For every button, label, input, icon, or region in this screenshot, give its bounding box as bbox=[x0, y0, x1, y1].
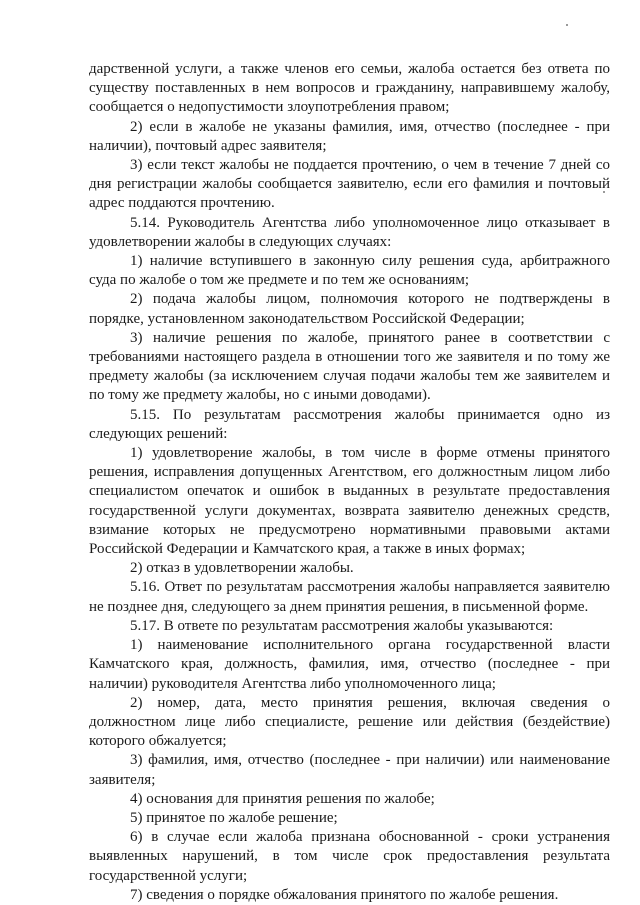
paragraph-item-6: 6) в случае если жалоба признана обоснованной - сроки устранения выявленных нарушений, в том числе срок предоставления результата государственной услуги; bbox=[89, 829, 610, 884]
document-body bbox=[89, 60, 610, 905]
paragraph-item-4: 4) основания для принятия решения по жалобе; bbox=[130, 790, 435, 807]
scan-speck bbox=[566, 24, 568, 26]
paragraph-item-2: 2) номер, дата, место принятия решения, включая сведения о должностном лице либо специалисте, решение или действия (бездействие) которого обжалуется; bbox=[89, 694, 610, 750]
paragraph-section-5-16: 5.16. Ответ по результатам рассмотрения жалобы направляется заявителю не позднее дня, следующего за днем принятия решения, в письменной форме. bbox=[89, 579, 610, 615]
paragraph-item-3: 3) наличие решения по жалобе, принятого ранее в соответствии с требованиями настоящего раздела в отношении того же заявителя и по тому же предмету жалобы (за исключением случая подачи жалобы тем же заявителем и по тому же предмету жалобы, но с иными доводами). bbox=[89, 329, 610, 404]
paragraph-item-2: 2) если в жалобе не указаны фамилия, имя, отчество (последнее - при наличии), почтовый адрес заявителя; bbox=[89, 118, 610, 154]
paragraph-section-5-15: 5.15. По результатам рассмотрения жалобы принимается одно из следующих решений: bbox=[89, 406, 610, 442]
paragraph-item-3: 3) фамилия, имя, отчество (последнее - при наличии) или наименование заявителя; bbox=[89, 752, 610, 788]
paragraph-item-3: 3) если текст жалобы не поддается прочтению, о чем в течение 7 дней со дня регистрации жалобы сообщается заявителю, если его фамилия и почтовый адрес поддаются прочтению. bbox=[89, 157, 610, 212]
paragraph-section-5-17: 5.17. В ответе по результатам рассмотрения жалобы указываются: bbox=[130, 617, 554, 634]
paragraph-item-1: 1) наименование исполнительного органа государственной власти Камчатского края, должность, фамилия, имя, отчество (последнее - при наличии) руководителя Агентства либо уполномоченного лица; bbox=[89, 637, 610, 692]
paragraph-section-5-14: 5.14. Руководитель Агентства либо уполномоченное лицо отказывает в удовлетворении жалобы в следующих случаях: bbox=[89, 214, 610, 250]
paragraph-item-1: 1) наличие вступившего в законную силу решения суда, арбитражного суда по жалобе о том же предмете и по тем же основаниям; bbox=[89, 253, 610, 289]
paragraph-item-2: 2) подача жалобы лицом, полномочия которого не подтверждены в порядке, установленном законодательством Российской Федерации; bbox=[89, 291, 610, 327]
paragraph-item-7: 7) сведения о порядке обжалования принятого по жалобе решения. bbox=[130, 886, 559, 903]
paragraph-continuation: дарственной услуги, а также членов его семьи, жалоба остается без ответа по существу поставленных в нем вопросов и гражданину, направившему жалобу, сообщается о недопустимости злоупотребления правом; bbox=[89, 61, 610, 116]
paragraph-item-2: 2) отказ в удовлетворении жалобы. bbox=[130, 560, 354, 577]
paragraph-item-5: 5) принятое по жалобе решение; bbox=[130, 809, 338, 826]
paragraph-item-1: 1) удовлетворение жалобы, в том числе в форме отмены принятого решения, исправления допущенных Агентством, его должностным лицом либо специалистом опечаток и ошибок в выданных в результате предоставления государственной услуги документах, возврата заявителю денежных средств, взимание которых не предусмотрено нормативными правовыми актами Российской Федерации и Камчатского края, а также в иных формах; bbox=[89, 445, 610, 558]
